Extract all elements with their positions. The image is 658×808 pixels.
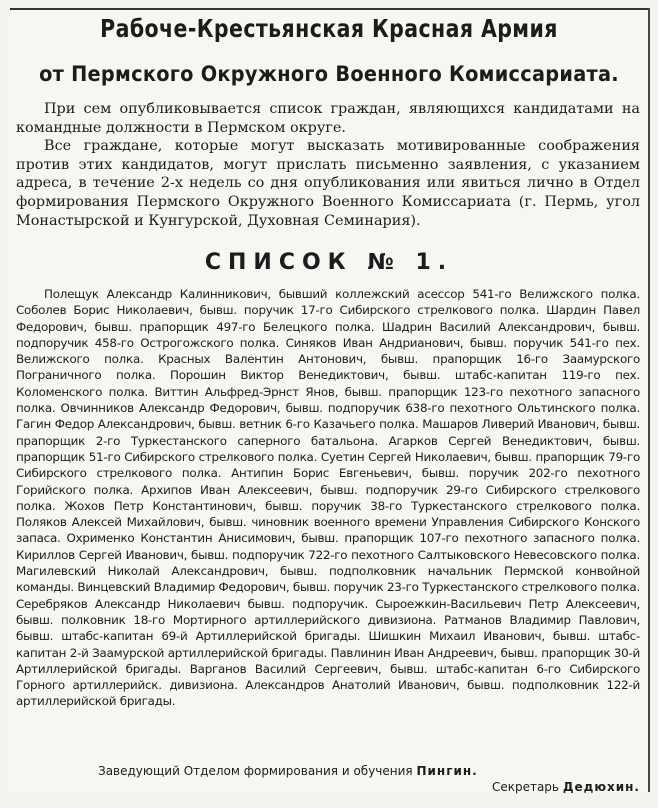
- secretary-signature: [492, 780, 640, 794]
- intro-paragraph: Все граждане, которые могут высказать мотивированные соображения против этих кандидатов, могут прислать письменно заявления, с указанием адреса, в течение 2-х недель со дня опубликования или явиться лично в Отдел формирования Пермского Окружного Военного Комиссариата (г. Пермь, угол Монастырской и Кунгурской, Духовная Семинария).: [16, 138, 640, 229]
- page-subtitle: от Пермского Окружного Военного Комиссариата.: [39, 62, 619, 86]
- head-signature-label: Заведующий Отделом формирования и обучения: [98, 764, 413, 778]
- intro-text: [16, 100, 640, 230]
- head-signature: [98, 764, 478, 778]
- intro-paragraph: При сем опубликовывается список граждан, являющихся кандидатами на командные должности в Пермском округе.: [16, 101, 640, 136]
- candidate-list: [16, 286, 640, 710]
- newspaper-clipping: [8, 8, 650, 792]
- right-rule: [648, 8, 650, 792]
- top-rule: [10, 8, 648, 10]
- secretary-signature-name: Дедюхин.: [562, 780, 640, 794]
- head-signature-name: Пингин.: [416, 764, 478, 778]
- candidate-list-text: Полещук Александр Калинникович, бывший коллежский асессор 541-го Велижского полка. Соболев Борис Николаевич, бывш. поручик 17-го Сибирского стрелкового полка. Шардин Павел Федорович, бывш. прапорщик 497-го Белецкого полка. Шадрин Василий Александрович, бывш. подпоручик 458-го Острогожского полка. Синяков Иван Андрианович, бывш. поручик 541-го пех. Велижского полка. Красных Валентин Антонович, бывш. прапорщик 16-го Заамурского Пограничного полка. Порошин Виктор Венедиктович, бывш. штабс-капитан 119-го пех. Коломенского полка. Виттин Альфред-Эрнст Янов, бывш. прапорщик 123-го пехотного запасного полка. Овчинников Александр Федорович, бывш. подпоручик 638-го пехотного Ольтинского полка. Гагин Федор Александрович, бывш. ветник 6-го Казачьего полка. Машаров Ливерий Иванович, бывш. прапорщик 2-го Туркестанского саперного батальона. Агарков Сергей Венедиктович, бывш. прапорщик 51-го Сибирского стрелкового полка. Суетин Сергей Николаевич, бывш. прапорщик 79-го Сибирского стрелкового полка. Антипин Борис Евгеньевич, бывш. поручик 202-го пехотного Горийского полка. Архипов Иван Алексеевич, бывш. подпоручик 29-го Сибирского стрелкового полка. Жохов Петр Константинович, бывш. поручик 38-го Туркестанского стрелкового полка. Поляков Алексей Михайлович, бывш. чиновник военного времени Управления Сибирского Конского запаса. Охрименко Константин Анисимович, бывш. прапорщик 107-го пехотного запасного полка. Кириллов Сергей Иванович, бывш. подпоручик 722-го пехотного Салтыковского Невесовского полка. Магилевский Николай Александрович, бывш. подполковник начальник Пермской конвойной команды. Винцевский Владимир Федорович, бывш. поручик 23-го Туркестанского стрелкового полка. Серебряков Александр Николаевич бывш. подпоручик. Сыроежкин-Васильевич Петр Алексеевич, бывш. полковник 18-го Мортирного артиллерийского дивизиона. Ратманов Владимир Павлович, бывш. штабс-капитан 69-й Артиллерийской бригады. Шишкин Михаил Иванович, бывш. штабс-капитан 2-й Заамурской артиллерийской бригады. Павлинин Иван Андреевич, бывш. прапорщик 30-й Артиллерийской бригады. Варганов Василий Сергеевич, бывш. штабс-капитан 6-го Сибирского Горного артиллерийск. дивизиона. Александров Анатолий Иванович, бывш. подполковник 122-й артиллерийской бригады.: [16, 287, 640, 709]
- page-title: Рабоче-Крестьянская Красная Армия: [100, 14, 558, 43]
- secretary-signature-label: Секретарь: [491, 780, 559, 794]
- list-heading: СПИСОК № 1.: [204, 250, 454, 275]
